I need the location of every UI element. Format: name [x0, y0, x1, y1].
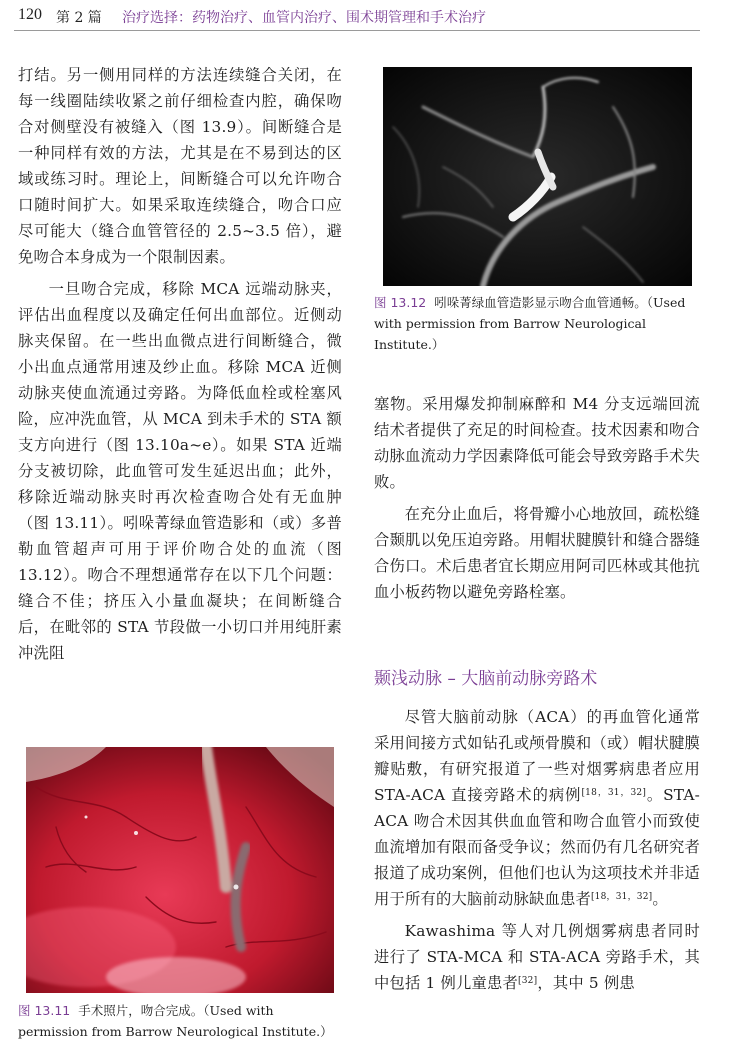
text-run: 。 [652, 890, 668, 908]
figure-13-11-caption [18, 1000, 344, 1042]
text-run: ，其中 5 例患 [537, 974, 635, 992]
citation: [18，31，32] [590, 892, 653, 902]
left-column [18, 62, 342, 666]
paragraph-aca-revascularization [374, 704, 700, 912]
figure-13-11-surgical-photo [26, 747, 334, 993]
caption-text: 吲哚菁绿血管造影显示吻合血管通畅。（Used with permission from Barrow Neurological Institute.） [374, 295, 686, 352]
header-rule [14, 30, 700, 31]
figure-number: 图 13.11 [18, 1003, 71, 1018]
paragraph-kawashima [374, 918, 700, 996]
surgical-photo-image [26, 747, 334, 993]
part-label: 第 2 篇 [56, 10, 102, 26]
citation: [32] [518, 976, 538, 986]
paragraph-anastomosis-complete: 一旦吻合完成，移除 MCA 远端动脉夹，评估出血程度以及确定任何出血部位。近侧动脉夹保留。在一些出血微点进行间断缝合，微小出血点通常用速及纱止血。移除 MCA 近侧动脉夹使血流通过旁路。为降低血栓或栓塞风险，应冲洗血管，从 MCA 到未手术的 STA 额支方向进行（图 13.10a~e）。如果 STA 近端分支被切除，此血管可发生延迟出血；此外，移除近端动脉夹时再次检查吻合处有无血肿（图 13.11）。吲哚菁绿血管造影和（或）多普勒血管超声可用于评价吻合处的血流（图 13.12）。吻合不理想通常存在以下几个问题：缝合不佳；挤压入小量血凝块；在间断缝合后，在毗邻的 STA 节段做一小切口并用纯肝素冲洗阻 [18, 280, 342, 662]
right-column-section [374, 704, 700, 996]
paragraph-continued: 打结。另一侧用同样的方法连续缝合关闭，在每一线圈陆续收紧之前仔细检查内腔，确保吻合对侧壁没有被缝入（图 13.9）。间断缝合是一种同样有效的方法，尤其是在不易到达的区域或练习时。理论上，间断缝合可以允许吻合口随时间扩大。如果采取连续缝合，吻合口应尽可能大（缝合血管管径的 2.5~3.5 倍），避免吻合本身成为一个限制因素。 [18, 66, 342, 266]
text-run: 尽管大脑前动脉（ACA）的再血管化通常采用间接方式如钻孔或颅骨膜和（或）帽状腱膜瓣贴敷，有研究报道了一些对烟雾病患者应用 STA-ACA 直接旁路术的病例 [374, 708, 700, 804]
page-number: 120 [18, 6, 42, 23]
citation: [18，31，32] [581, 788, 647, 798]
text-run: Kawashima 等人对几例烟雾病患者同时进行了 STA-MCA 和 STA-ACA 旁路手术，其中包括 1 例儿童患者 [374, 922, 700, 992]
angiogram-image [383, 67, 692, 286]
figure-number: 图 13.12 [374, 295, 427, 310]
paragraph-failure-factors: 塞物。采用爆发抑制麻醉和 M4 分支远端回流结术者提供了充足的时间检查。技术因素和吻合动脉血流动力学因素降低可能会导致旁路手术失败。 [374, 395, 700, 491]
figure-13-12-caption [374, 292, 702, 355]
figure-13-12-angiogram [383, 67, 692, 286]
page-header [0, 0, 730, 40]
paragraph-closure: 在充分止血后，将骨瓣小心地放回，疏松缝合颞肌以免压迫旁路。用帽状腱膜针和缝合器缝合伤口。术后患者宜长期应用阿司匹林或其他抗血小板药物以避免旁路栓塞。 [374, 505, 700, 601]
right-column [374, 391, 700, 605]
running-title: 治疗选择：药物治疗、血管内治疗、围术期管理和手术治疗 [122, 10, 486, 26]
text-run: 。STA-ACA 吻合术因其供血血管和吻合血管小而致使血流增加有限而备受争议；然而仍有几名研究者报道了成功案例，但他们也认为这项技术并非适用于所有的大脑前动脉缺血患者 [374, 786, 700, 908]
caption-text: 手术照片，吻合完成。（Used with permission from Barrow Neurological Institute.） [18, 1003, 333, 1039]
section-heading: 颞浅动脉 – 大脑前动脉旁路术 [374, 669, 598, 689]
